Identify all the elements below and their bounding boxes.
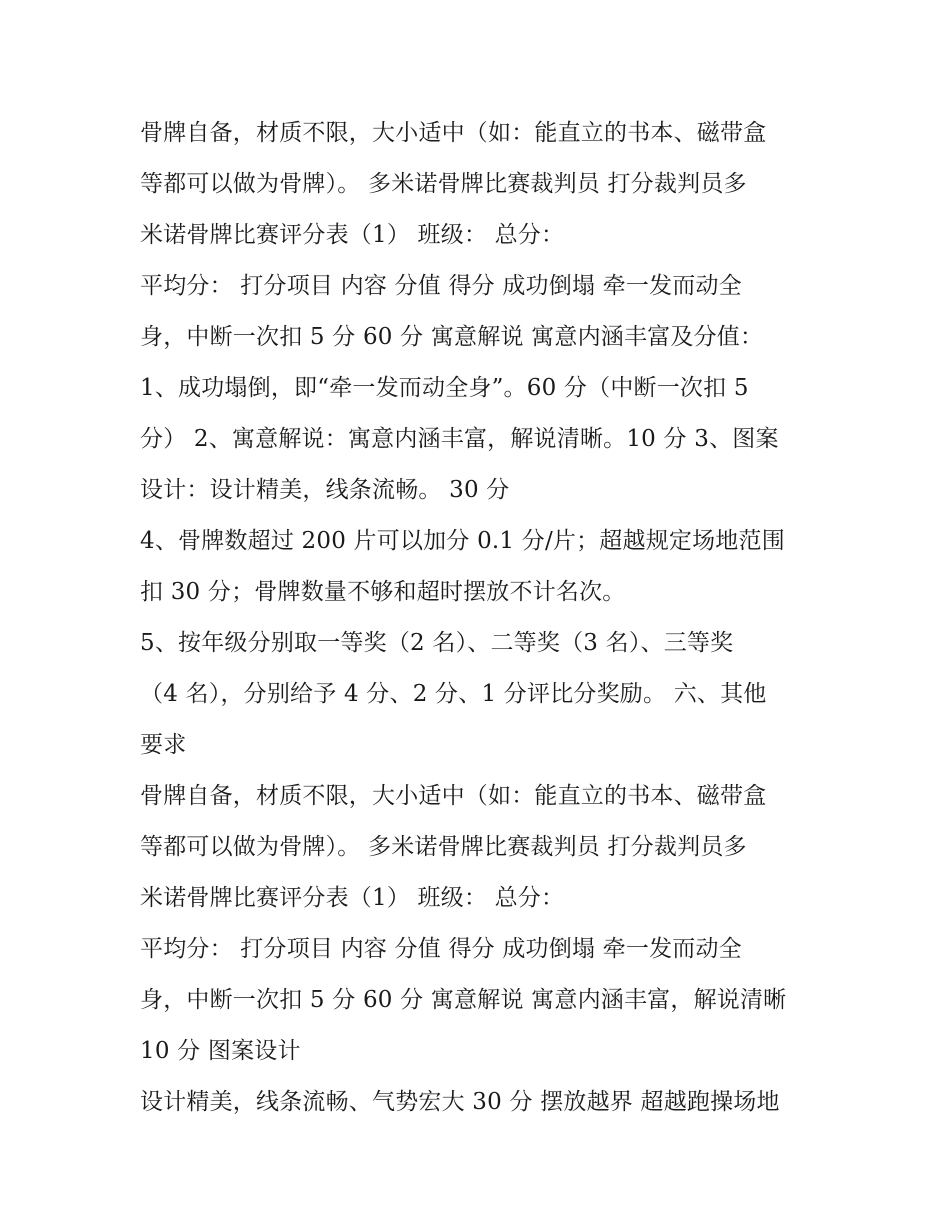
text-line: 设计：设计精美，线条流畅。 30 分 [140,477,510,503]
text-line: 4、骨牌数超过 200 片可以加分 0.1 分/片；超越规定场地范围 [140,528,785,554]
text-line: 要求 [140,732,187,758]
text-line: 设计精美，线条流畅、气势宏大 30 分 摆放越界 超越跑操场地 [140,1089,780,1115]
text-line: 平均分： 打分项目 内容 分值 得分 成功倒塌 牵一发而动全 [140,273,742,299]
text-line: 10 分 图案设计 [140,1038,301,1064]
text-line: （4 名），分别给予 4 分、2 分、1 分评比分奖励。 六、其他 [140,681,767,707]
text-line: 骨牌自备，材质不限，大小适中（如：能直立的书本、磁带盒 [140,783,767,809]
document-body [140,108,840,1128]
text-line: 等都可以做为骨牌）。 多米诺骨牌比赛裁判员 打分裁判员多 [140,834,747,860]
text-line: 米诺骨牌比赛评分表（1） 班级： 总分： [140,222,565,248]
text-line: 5、按年级分别取一等奖（2 名）、二等奖（3 名）、三等奖 [140,630,734,656]
text-line: 米诺骨牌比赛评分表（1） 班级： 总分： [140,885,565,911]
text-line: 平均分： 打分项目 内容 分值 得分 成功倒塌 牵一发而动全 [140,936,742,962]
text-line: 骨牌自备，材质不限，大小适中（如：能直立的书本、磁带盒 [140,120,767,146]
text-line: 扣 30 分；骨牌数量不够和超时摆放不计名次。 [140,579,626,605]
text-line: 等都可以做为骨牌）。 多米诺骨牌比赛裁判员 打分裁判员多 [140,171,747,197]
text-line: 身，中断一次扣 5 分 60 分 寓意解说 寓意内涵丰富，解说清晰 [140,987,787,1013]
text-line: 1、成功塌倒，即“牵一发而动全身”。60 分（中断一次扣 5 [140,375,749,401]
text-line: 身，中断一次扣 5 分 60 分 寓意解说 寓意内涵丰富及分值： [140,324,764,350]
text-line: 分） 2、寓意解说：寓意内涵丰富，解说清晰。10 分 3、图案 [140,426,779,452]
